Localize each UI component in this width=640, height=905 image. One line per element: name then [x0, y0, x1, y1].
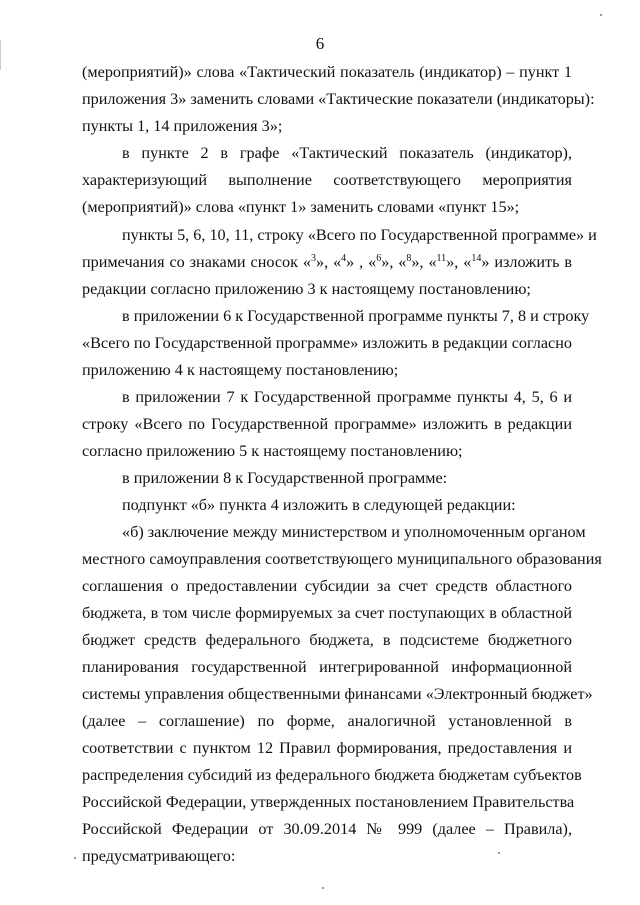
text-line [82, 846, 572, 866]
scan-speck [600, 14, 602, 16]
text-fragment: характеризующий выполнение соответствующего мероприятия [82, 171, 572, 189]
footnote-mark: 6 [376, 253, 382, 264]
scan-speck [498, 852, 500, 854]
text-fragment: » изложить в [481, 253, 573, 271]
text-fragment: соглашения о предоставлении субсидии за счет средств областного [82, 577, 572, 595]
text-line [122, 495, 572, 515]
text-fragment: подпункт «б» пункта 4 изложить в следующей редакции: [122, 496, 516, 514]
text-line [82, 576, 572, 596]
footnote-mark: 8 [406, 253, 412, 264]
text-fragment: в пункте 2 в графе «Тактический показатель (индикатор), [122, 144, 572, 162]
text-line [82, 738, 572, 758]
text-line [82, 414, 572, 434]
text-fragment: (мероприятий)» слова «пункт 1» заменить словами «пункт 15»; [82, 198, 520, 216]
page-number: 6 [315, 34, 325, 53]
text-fragment: пункты 5, 6, 10, 11, строку «Всего по Государственной программе» и [122, 226, 597, 244]
text-fragment: распределения субсидий из федерального бюджета бюджетам субъектов [82, 766, 582, 784]
text-line [82, 252, 572, 272]
text-line [82, 684, 593, 704]
text-line [122, 225, 597, 245]
footnote-mark: 3 [311, 253, 317, 264]
scan-speck [322, 887, 324, 889]
text-fragment: предусматривающего: [82, 847, 236, 865]
text-line [122, 143, 572, 163]
text-fragment: », « [411, 253, 437, 271]
text-fragment: приложению 4 к настоящему постановлению; [82, 361, 399, 379]
text-fragment: » , « [346, 253, 377, 271]
text-line [82, 62, 572, 82]
text-fragment: примечания со знаками сносок « [82, 253, 312, 271]
text-fragment: согласно приложению 5 к настоящему постановлению; [82, 442, 463, 460]
text-line [82, 765, 582, 785]
text-line [82, 549, 602, 569]
text-fragment: Российской Федерации, утвержденных постановлением Правительства [82, 793, 575, 811]
text-fragment: системы управления общественными финансами «Электронный бюджет» [82, 685, 593, 703]
text-line [82, 657, 572, 677]
footnote-mark: 4 [341, 253, 347, 264]
text-line [122, 468, 572, 488]
text-line [82, 170, 572, 190]
text-line [82, 360, 572, 380]
text-line [82, 197, 572, 217]
text-fragment: Российской Федерации от 30.09.2014 № 999 (далее – Правила), [82, 820, 572, 838]
footnote-mark: 11 [436, 253, 447, 264]
text-line [82, 89, 595, 109]
text-fragment: в приложении 7 к Государственной программе пункты 4, 5, 6 и [122, 388, 572, 406]
text-fragment: в приложении 6 к Государственной программе пункты 7, 8 и строку [122, 307, 590, 325]
text-line [122, 306, 590, 326]
text-line [82, 279, 572, 299]
text-line [82, 792, 575, 812]
text-fragment: бюджета, в том числе формируемых за счет поступающих в областной [82, 604, 572, 622]
text-fragment: местного самоуправления соответствующего муниципального образования [82, 550, 602, 568]
text-line [82, 441, 572, 461]
text-line [122, 387, 572, 407]
scan-speck [74, 857, 76, 859]
text-line [82, 116, 572, 136]
text-fragment: приложения 3» заменить словами «Тактические показатели (индикаторы): [82, 90, 595, 108]
text-line [122, 522, 586, 542]
text-fragment: соответствии с пунктом 12 Правил формирования, предоставления и [82, 739, 572, 757]
text-fragment: », « [316, 253, 342, 271]
text-line [82, 819, 572, 839]
text-fragment: пункты 1, 14 приложения 3»; [82, 117, 283, 135]
text-line [82, 603, 572, 623]
text-line [82, 630, 572, 650]
text-fragment: », « [381, 253, 407, 271]
text-fragment: планирования государственной интегрированной информационной [82, 658, 572, 676]
text-fragment: бюджет средств федерального бюджета, в подсистеме бюджетного [82, 631, 572, 649]
text-fragment: (далее – соглашение) по форме, аналогичной установленной в [82, 712, 572, 730]
text-line [82, 711, 572, 731]
text-line [82, 333, 572, 353]
text-fragment: «Всего по Государственной программе» изложить в редакции согласно [82, 334, 572, 352]
text-fragment: в приложении 8 к Государственной программе: [122, 469, 448, 487]
text-fragment: (мероприятий)» слова «Тактический показатель (индикатор) – пункт 1 [82, 63, 572, 81]
text-fragment: », « [446, 253, 472, 271]
text-fragment: «б) заключение между министерством и уполномоченным органом [122, 523, 586, 541]
footnote-mark: 14 [471, 253, 482, 264]
text-fragment [82, 253, 572, 271]
text-fragment: строку «Всего по Государственной программе» изложить в редакции [82, 415, 572, 433]
text-fragment: редакции согласно приложению 3 к настоящему постановлению; [82, 280, 531, 298]
